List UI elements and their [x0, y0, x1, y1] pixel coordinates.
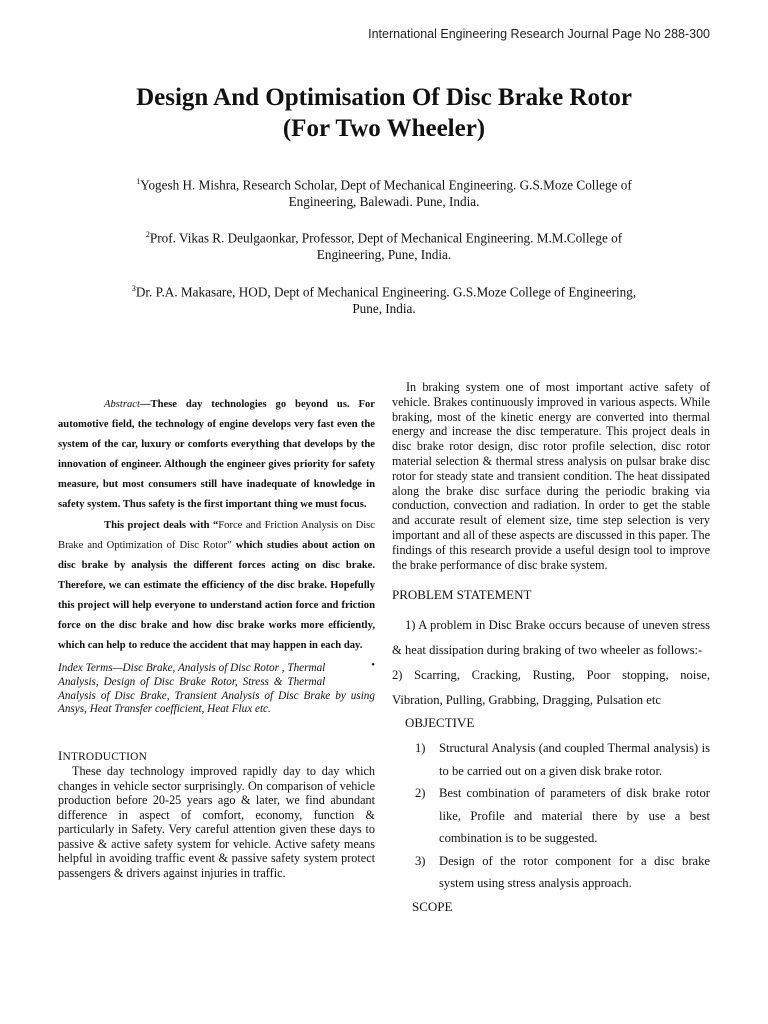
problem-statement-heading: PROBLEM STATEMENT [392, 587, 532, 603]
author-2 [60, 226, 708, 263]
abstract-label: Abstract [104, 399, 140, 410]
left-column [58, 395, 375, 880]
abstract-studies-about: which studies about [231, 539, 333, 551]
abstract-paragraph-2 [58, 516, 375, 672]
objective-text: Structural Analysis (and coupled Thermal analysis) is to be carried out on a given disk brake rotor. [439, 741, 710, 778]
paper-title [60, 82, 708, 144]
abstract-paragraph-1 [58, 395, 375, 516]
objective-item [392, 850, 710, 895]
objective-item [392, 782, 710, 850]
objective-number: 3) [415, 853, 426, 868]
author-3-line-2: Pune, India. [352, 301, 416, 317]
author-2-line-2: Engineering, Pune, India. [316, 247, 452, 263]
running-header: International Engineering Research Journal Page No 288-300 [368, 27, 710, 41]
abstract-project-title: Force and Friction Analysis on Disc Brake and Optimization of Disc Rotor” [58, 519, 375, 551]
abstract-lead: This project deals with “ [104, 519, 219, 531]
introduction-heading-rest: NTRODUCTION [62, 751, 147, 764]
problem-item-2: 2) Scarring, Cracking, Rusting, Poor stopping, noise, Vibration, Pulling, Grabbing, Dragging, Pulsation etc [392, 668, 710, 708]
objective-text: Best combination of parameters of disk brake rotor like, Profile and material there by use a best combination is to be suggested. [439, 786, 710, 846]
author-1-line-1: Yogesh H. Mishra, Research Scholar, Dept of Mechanical Engineering. G.S.Moze College of [140, 177, 632, 193]
objective-text: Design of the rotor component for a disc brake system using stress analysis approach. [439, 853, 710, 891]
author-2-line-1: Prof. Vikas R. Deulgaonkar, Professor, Dept of Mechanical Engineering. M.M.College of [149, 230, 623, 246]
objective-heading: OBJECTIVE [405, 715, 475, 731]
author-3-superscript: 3 [131, 284, 136, 293]
author-1-line-2: Engineering, Balewadi. Pune, India. [288, 194, 480, 210]
problem-item-1: 1) A problem in Disc Brake occurs because of uneven stress & heat dissipation during braking of two wheeler as follows:- [392, 618, 710, 658]
title-line-1: Design And Optimisation Of Disc Brake Rotor [136, 84, 632, 111]
title-line-2: (For Two Wheeler) [282, 115, 486, 142]
introduction-heading [58, 749, 375, 764]
abstract-text-2: action on disc brake by analysis the different forces acting on disc brake. Therefore, we can estimate the efficiency of the disc brake. Hopefully this project will help everyone to understand action force and friction force on the disc brake and how disc brake works more efficiently, which can help to reduce the accident that may happen in each day. [58, 539, 375, 652]
abstract-text-1: —These day technologies go beyond us. For automotive field, the technology of engine develops very fast even the system of the car, luxury or comforts everything that develops by the innovation of engineer. Although the engineer gives priority for safety measure, but most consumers still have inadequate of knowledge in safety system. Thus safety is the first important thing we must focus. [58, 399, 375, 511]
introduction-heading-cap: I [58, 748, 63, 764]
bullet-mark: • [371, 660, 375, 672]
introduction-body: These day technology improved rapidly day to day which changes in vehicle sector surprisingly. On comparison of vehicle production before 20-25 years ago & later, we find abundant difference in aspect of comfort, economy, function & particularly in Safety. Very careful attention given these days to passive & active safety system for vehicle. Active safety means helpful in avoiding traffic event & passive safety system protect passengers & drivers against injuries in traffic. [58, 764, 375, 880]
index-terms: Index Terms—Disc Brake, Analysis of Disc Rotor , Thermal Analysis, Design of Disc Brake Rotor, Stress & Thermal Analysis of Disc Brake, Transient Analysis of Disc Brake by using Ansys, Heat Transfer coefficient, Heat Flux etc. [58, 662, 375, 716]
author-2-superscript: 2 [145, 230, 150, 239]
objective-number: 2) [415, 786, 426, 801]
scope-heading: SCOPE [412, 898, 453, 914]
objective-list [392, 737, 710, 895]
author-1 [60, 173, 708, 210]
author-1-superscript: 1 [136, 177, 141, 186]
objective-number: 1) [415, 741, 426, 756]
braking-system-paragraph: In braking system one of most important active safety of vehicle. Brakes continuously improved in various aspects. While braking, most of the kinetic energy are converted into thermal energy and increase the disc temperature. This project deals in disc brake rotor design, disc rotor profile selection, disc rotor material selection & thermal stress analysis on pulsar brake disc rotor for steady state and transient condition. The heat dissipated along the brake disc surface during the periodic braking via conduction, convection and radiation. In order to get the stable and accurate result of element size, time step selection is very important and all of these aspects are discussed in this paper. The findings of this research provide a useful design tool to improve the brake performance of disc brake system. [392, 380, 710, 572]
objective-item [392, 737, 710, 782]
author-3-line-1: Dr. P.A. Makasare, HOD, Dept of Mechanical Engineering. G.S.Moze College of Engineering, [135, 284, 637, 300]
right-column [392, 380, 710, 917]
author-3 [60, 280, 708, 317]
